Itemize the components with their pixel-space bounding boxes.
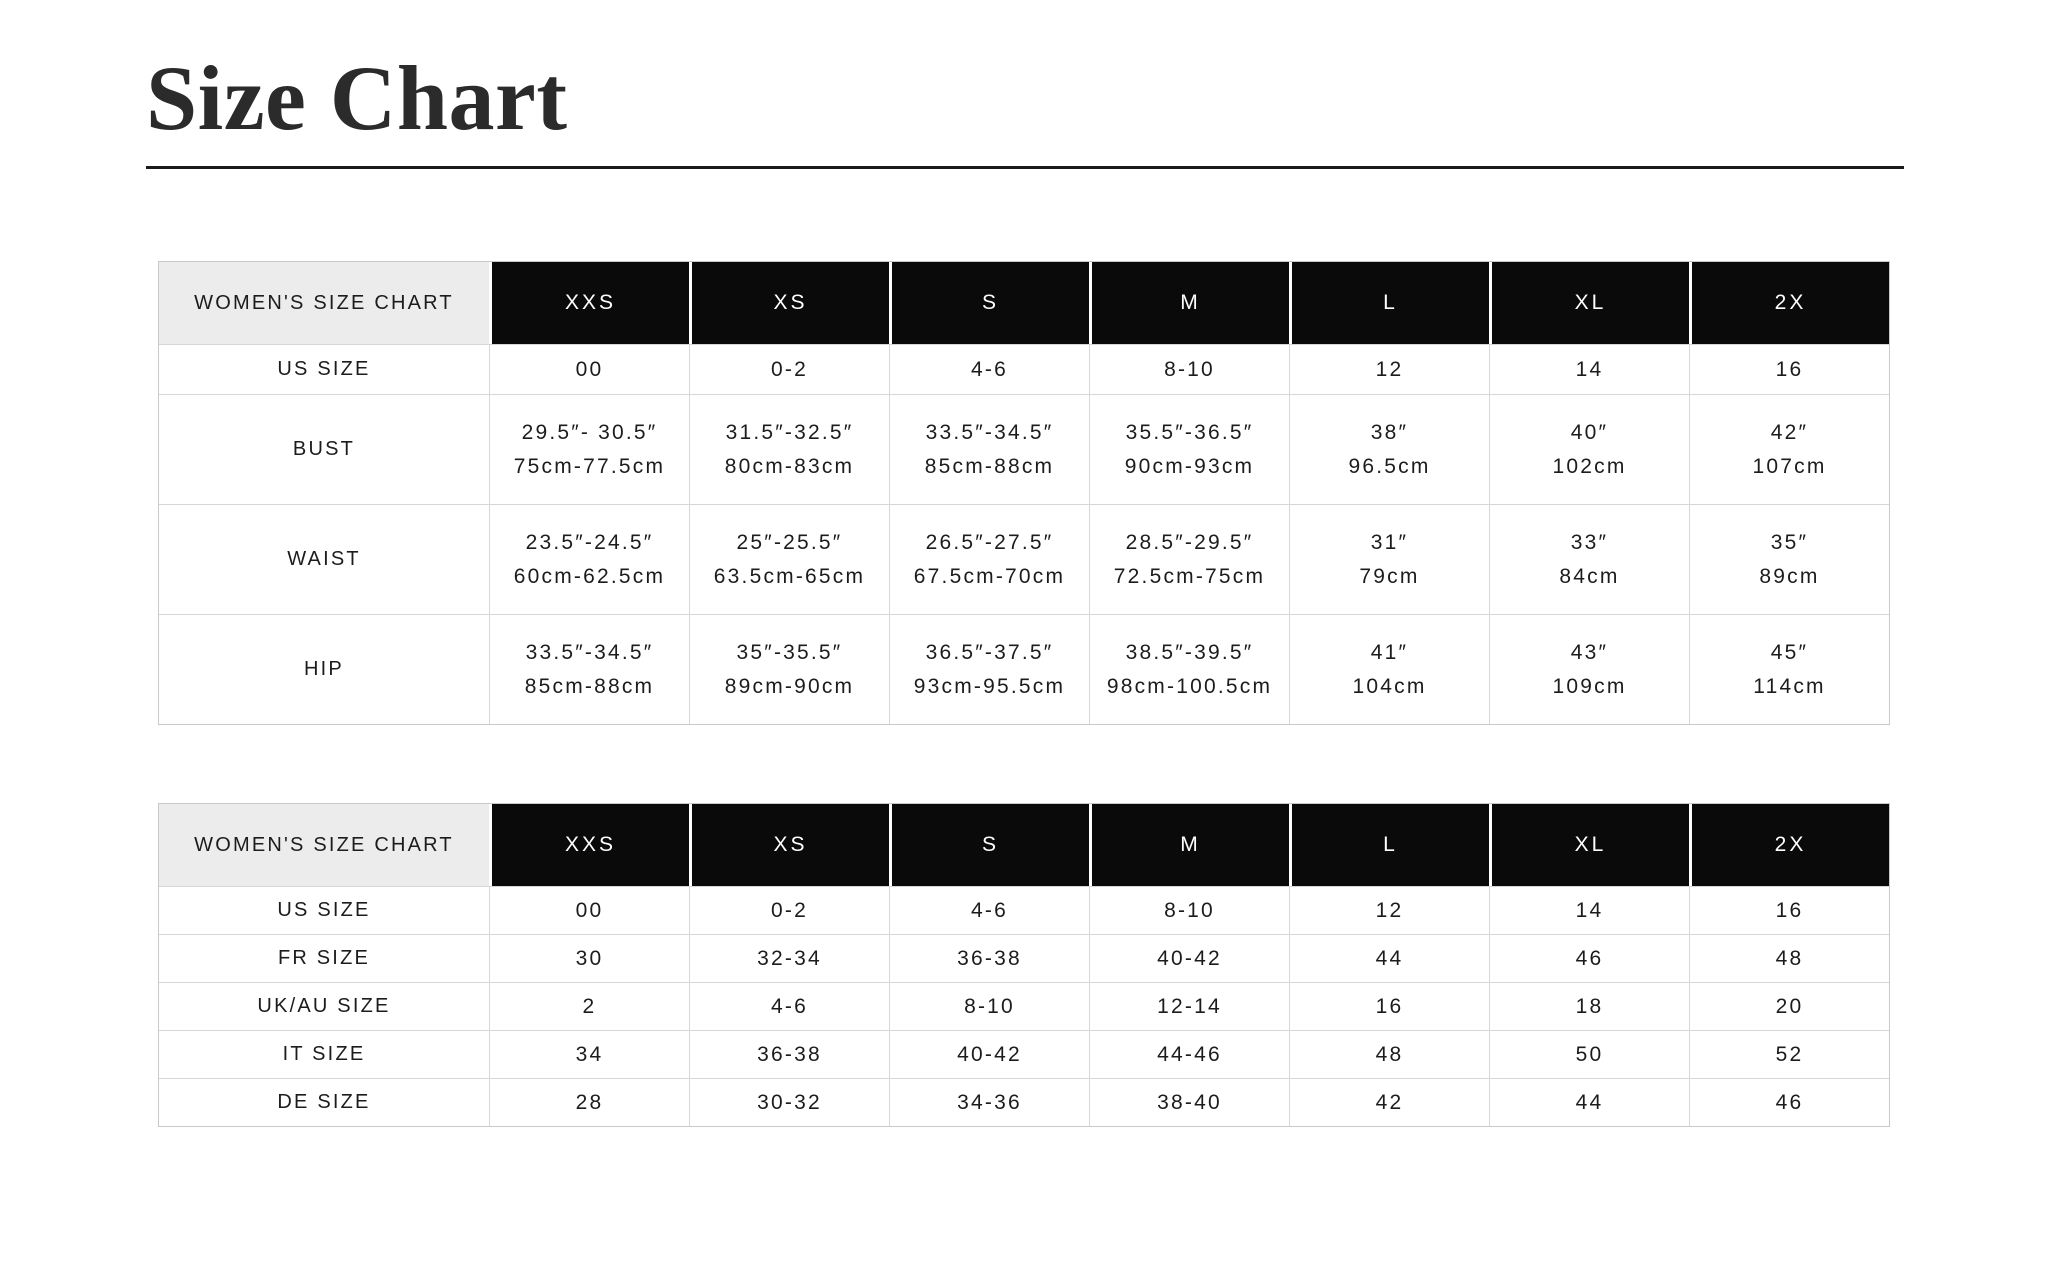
row-label-uk-au-size: UK/AU SIZE bbox=[257, 995, 391, 1017]
column-header-l: L bbox=[1289, 262, 1489, 344]
size-value-cell bbox=[1489, 615, 1689, 724]
value-cm: 85cm-88cm bbox=[924, 455, 1055, 478]
value-primary: 33.5″-34.5″ bbox=[925, 420, 1054, 444]
value-primary: 36.5″-37.5″ bbox=[925, 640, 1054, 664]
value-primary: 30-32 bbox=[757, 1090, 822, 1114]
value-primary: 36-38 bbox=[957, 946, 1022, 970]
column-header-xs: XS bbox=[689, 804, 889, 886]
value-primary: 44-46 bbox=[1157, 1042, 1222, 1066]
size-value-cell bbox=[889, 395, 1089, 504]
size-value-cell bbox=[1489, 935, 1689, 982]
value-cm: 107cm bbox=[1752, 455, 1827, 478]
value-primary: 8-10 bbox=[1164, 898, 1215, 922]
column-header-m: M bbox=[1089, 262, 1289, 344]
size-value-cell bbox=[1689, 935, 1889, 982]
column-header-xl: XL bbox=[1489, 804, 1689, 886]
value-primary: 46 bbox=[1575, 946, 1604, 970]
womens-measurement-table bbox=[158, 261, 1890, 725]
value-primary: 4-6 bbox=[771, 994, 808, 1018]
value-primary: 42 bbox=[1375, 1090, 1404, 1114]
row-label-fr-size: FR SIZE bbox=[277, 947, 371, 969]
column-header-xxs: XXS bbox=[489, 262, 689, 344]
size-value-cell bbox=[689, 887, 889, 934]
size-value-cell bbox=[1689, 1031, 1889, 1078]
value-primary: 20 bbox=[1775, 994, 1804, 1018]
row-label-hip: HIP bbox=[304, 658, 344, 680]
row-label-waist: WAIST bbox=[287, 548, 361, 570]
table-corner-cell: WOMEN'S SIZE CHART bbox=[159, 804, 489, 886]
value-primary: 35″ bbox=[1770, 530, 1809, 554]
value-primary: 48 bbox=[1775, 946, 1804, 970]
row-label-it-size: IT SIZE bbox=[282, 1043, 366, 1065]
column-header-2x: 2X bbox=[1689, 804, 1889, 886]
size-value-cell bbox=[1289, 935, 1489, 982]
column-header-xxs: XXS bbox=[489, 804, 689, 886]
value-primary: 41″ bbox=[1370, 640, 1409, 664]
value-cm: 104cm bbox=[1352, 675, 1427, 698]
table-row bbox=[159, 1078, 1889, 1126]
value-primary: 00 bbox=[575, 357, 604, 381]
column-header-xl: XL bbox=[1489, 262, 1689, 344]
value-cm: 109cm bbox=[1552, 675, 1627, 698]
value-primary: 0-2 bbox=[771, 898, 808, 922]
value-primary: 44 bbox=[1575, 1090, 1604, 1114]
value-cm: 89cm bbox=[1759, 565, 1820, 588]
column-header-m: M bbox=[1089, 804, 1289, 886]
value-primary: 12 bbox=[1375, 898, 1404, 922]
value-primary: 12 bbox=[1375, 357, 1404, 381]
size-value-cell bbox=[689, 1031, 889, 1078]
size-value-cell bbox=[489, 935, 689, 982]
size-value-cell bbox=[689, 615, 889, 724]
size-value-cell bbox=[1689, 505, 1889, 614]
size-value-cell bbox=[889, 615, 1089, 724]
size-value-cell bbox=[1089, 1031, 1289, 1078]
value-cm: 84cm bbox=[1559, 565, 1620, 588]
value-primary: 4-6 bbox=[971, 898, 1008, 922]
table-row bbox=[159, 886, 1889, 934]
value-primary: 38″ bbox=[1370, 420, 1409, 444]
value-primary: 40-42 bbox=[957, 1042, 1022, 1066]
size-value-cell bbox=[1289, 395, 1489, 504]
size-value-cell bbox=[889, 935, 1089, 982]
value-primary: 44 bbox=[1375, 946, 1404, 970]
size-value-cell bbox=[1689, 1079, 1889, 1126]
value-primary: 34 bbox=[575, 1042, 604, 1066]
table-row bbox=[159, 614, 1889, 724]
value-cm: 63.5cm-65cm bbox=[713, 565, 866, 588]
size-value-cell bbox=[1289, 505, 1489, 614]
womens-international-size-table bbox=[158, 803, 1890, 1127]
page-title: Size Chart bbox=[146, 47, 568, 149]
value-primary: 30 bbox=[575, 946, 604, 970]
value-primary: 32-34 bbox=[757, 946, 822, 970]
value-primary: 31.5″-32.5″ bbox=[725, 420, 854, 444]
value-primary: 14 bbox=[1575, 898, 1604, 922]
size-value-cell bbox=[489, 1079, 689, 1126]
value-primary: 46 bbox=[1775, 1090, 1804, 1114]
value-primary: 45″ bbox=[1770, 640, 1809, 664]
value-primary: 8-10 bbox=[1164, 357, 1215, 381]
size-value-cell bbox=[689, 983, 889, 1030]
table-header-row bbox=[159, 262, 1889, 344]
size-value-cell bbox=[1689, 983, 1889, 1030]
value-primary: 28 bbox=[575, 1090, 604, 1114]
value-primary: 16 bbox=[1375, 994, 1404, 1018]
value-primary: 00 bbox=[575, 898, 604, 922]
size-value-cell bbox=[1289, 983, 1489, 1030]
value-primary: 12-14 bbox=[1157, 994, 1222, 1018]
value-primary: 4-6 bbox=[971, 357, 1008, 381]
value-primary: 2 bbox=[582, 994, 597, 1018]
table-row bbox=[159, 982, 1889, 1030]
value-cm: 114cm bbox=[1753, 675, 1826, 698]
value-primary: 35″-35.5″ bbox=[736, 640, 843, 664]
size-value-cell bbox=[889, 983, 1089, 1030]
value-primary: 40-42 bbox=[1157, 946, 1222, 970]
size-value-cell bbox=[689, 345, 889, 394]
value-cm: 85cm-88cm bbox=[524, 675, 655, 698]
row-label-de-size: DE SIZE bbox=[277, 1091, 371, 1113]
value-primary: 14 bbox=[1575, 357, 1604, 381]
value-cm: 80cm-83cm bbox=[724, 455, 855, 478]
value-cm: 75cm-77.5cm bbox=[513, 455, 666, 478]
value-cm: 96.5cm bbox=[1348, 455, 1431, 478]
value-primary: 23.5″-24.5″ bbox=[525, 530, 654, 554]
size-value-cell bbox=[1089, 935, 1289, 982]
row-label-us-size: US SIZE bbox=[277, 358, 371, 380]
value-primary: 25″-25.5″ bbox=[736, 530, 843, 554]
size-value-cell bbox=[489, 615, 689, 724]
value-cm: 72.5cm-75cm bbox=[1113, 565, 1266, 588]
value-cm: 67.5cm-70cm bbox=[913, 565, 1066, 588]
size-value-cell bbox=[1289, 887, 1489, 934]
size-value-cell bbox=[1089, 615, 1289, 724]
size-value-cell bbox=[489, 983, 689, 1030]
value-primary: 35.5″-36.5″ bbox=[1125, 420, 1254, 444]
value-primary: 16 bbox=[1775, 898, 1804, 922]
size-value-cell bbox=[889, 1031, 1089, 1078]
size-value-cell bbox=[689, 935, 889, 982]
value-primary: 52 bbox=[1775, 1042, 1804, 1066]
size-value-cell bbox=[1689, 395, 1889, 504]
column-header-l: L bbox=[1289, 804, 1489, 886]
size-value-cell bbox=[689, 395, 889, 504]
value-primary: 48 bbox=[1375, 1042, 1404, 1066]
size-value-cell bbox=[689, 505, 889, 614]
value-primary: 38.5″-39.5″ bbox=[1125, 640, 1254, 664]
value-primary: 28.5″-29.5″ bbox=[1125, 530, 1254, 554]
size-value-cell bbox=[1489, 887, 1689, 934]
size-value-cell bbox=[489, 345, 689, 394]
value-cm: 90cm-93cm bbox=[1124, 455, 1255, 478]
value-primary: 33″ bbox=[1570, 530, 1609, 554]
table-row bbox=[159, 1030, 1889, 1078]
size-value-cell bbox=[1689, 615, 1889, 724]
size-value-cell bbox=[1489, 983, 1689, 1030]
size-value-cell bbox=[1489, 345, 1689, 394]
size-value-cell bbox=[889, 345, 1089, 394]
size-value-cell bbox=[1289, 345, 1489, 394]
size-value-cell bbox=[1689, 345, 1889, 394]
size-value-cell bbox=[889, 1079, 1089, 1126]
value-primary: 42″ bbox=[1770, 420, 1809, 444]
size-value-cell bbox=[489, 505, 689, 614]
size-value-cell bbox=[1089, 505, 1289, 614]
size-value-cell bbox=[1089, 395, 1289, 504]
value-cm: 93cm-95.5cm bbox=[913, 675, 1066, 698]
value-primary: 43″ bbox=[1570, 640, 1609, 664]
value-primary: 29.5″- 30.5″ bbox=[521, 420, 658, 444]
size-value-cell bbox=[689, 1079, 889, 1126]
value-cm: 89cm-90cm bbox=[724, 675, 855, 698]
value-primary: 31″ bbox=[1370, 530, 1409, 554]
value-primary: 0-2 bbox=[771, 357, 808, 381]
column-header-xs: XS bbox=[689, 262, 889, 344]
size-value-cell bbox=[489, 887, 689, 934]
value-cm: 60cm-62.5cm bbox=[513, 565, 666, 588]
value-primary: 40″ bbox=[1570, 420, 1609, 444]
value-primary: 38-40 bbox=[1157, 1090, 1222, 1114]
table-corner-cell: WOMEN'S SIZE CHART bbox=[159, 262, 489, 344]
table-header-row bbox=[159, 804, 1889, 886]
table-row bbox=[159, 504, 1889, 614]
size-value-cell bbox=[1289, 615, 1489, 724]
size-value-cell bbox=[1089, 345, 1289, 394]
size-value-cell bbox=[1489, 505, 1689, 614]
row-label-us-size: US SIZE bbox=[277, 899, 371, 921]
size-value-cell bbox=[1089, 983, 1289, 1030]
table-row bbox=[159, 934, 1889, 982]
size-value-cell bbox=[1089, 887, 1289, 934]
size-value-cell bbox=[889, 887, 1089, 934]
table-row bbox=[159, 394, 1889, 504]
value-primary: 36-38 bbox=[757, 1042, 822, 1066]
value-primary: 34-36 bbox=[957, 1090, 1022, 1114]
size-value-cell bbox=[1489, 395, 1689, 504]
size-value-cell bbox=[489, 395, 689, 504]
value-primary: 50 bbox=[1575, 1042, 1604, 1066]
value-primary: 8-10 bbox=[964, 994, 1015, 1018]
column-header-2x: 2X bbox=[1689, 262, 1889, 344]
value-primary: 26.5″-27.5″ bbox=[925, 530, 1054, 554]
size-value-cell bbox=[1689, 887, 1889, 934]
value-primary: 16 bbox=[1775, 357, 1804, 381]
value-cm: 102cm bbox=[1552, 455, 1627, 478]
size-value-cell bbox=[1089, 1079, 1289, 1126]
value-primary: 18 bbox=[1575, 994, 1604, 1018]
row-label-bust: BUST bbox=[292, 438, 356, 460]
table-row bbox=[159, 344, 1889, 394]
size-value-cell bbox=[489, 1031, 689, 1078]
size-value-cell bbox=[889, 505, 1089, 614]
value-cm: 98cm-100.5cm bbox=[1106, 675, 1273, 698]
size-value-cell bbox=[1489, 1079, 1689, 1126]
value-primary: 33.5″-34.5″ bbox=[525, 640, 654, 664]
column-header-s: S bbox=[889, 804, 1089, 886]
column-header-s: S bbox=[889, 262, 1089, 344]
title-divider bbox=[146, 166, 1904, 169]
size-value-cell bbox=[1489, 1031, 1689, 1078]
value-cm: 79cm bbox=[1359, 565, 1420, 588]
size-value-cell bbox=[1289, 1079, 1489, 1126]
size-value-cell bbox=[1289, 1031, 1489, 1078]
